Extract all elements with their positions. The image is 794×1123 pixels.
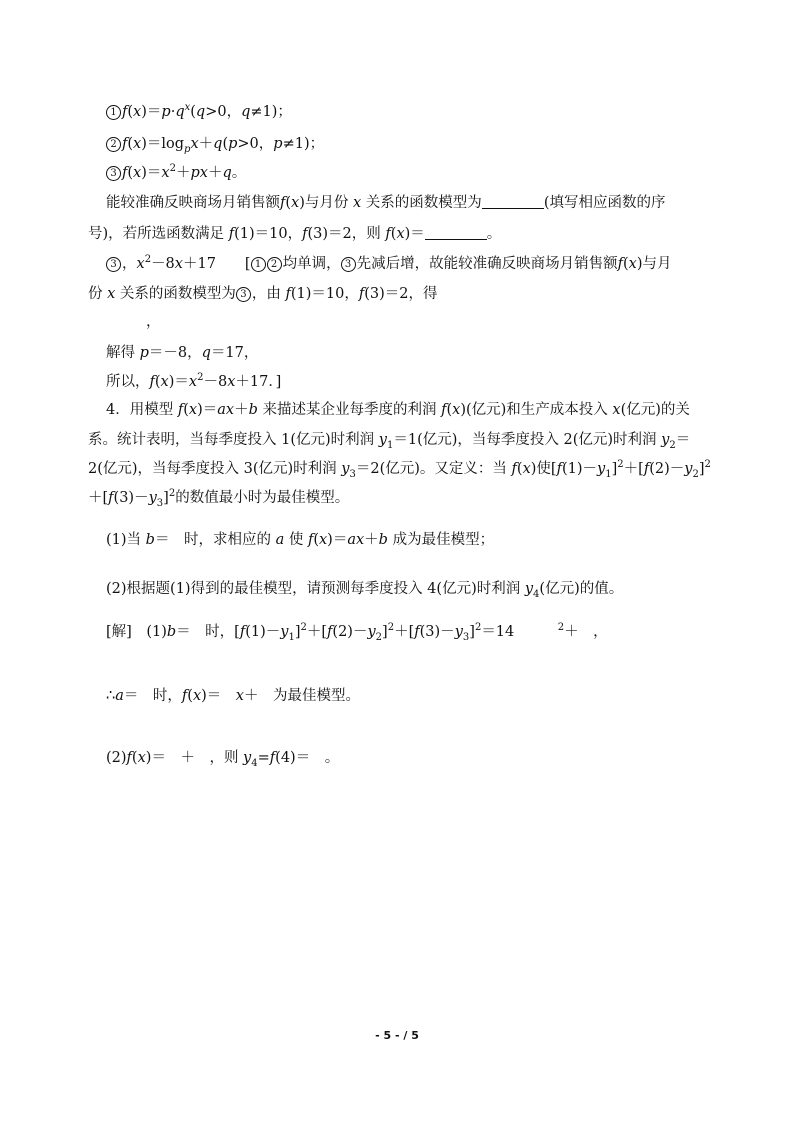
solution-line-3: (2)f(x)＝ ＋ ，则 $y_4=f(4)=$ 。 xyxy=(106,750,340,769)
problem-4-line-2: 系。统计表明，当每季度投入 1(亿元)时利润 $y_1=1$(亿元)，当每季度投入 2(亿元)时利润 $y_2=$ xyxy=(88,432,691,451)
problem-4-line-3: 2(亿元)，当每季度投入 3(亿元)时利润 $y_3=2$(亿元)。又定义：当 f(x)使$[f(1)-y_1]^2+[f(2)-y_2]^2$ xyxy=(88,459,711,480)
solution-line-1: [解] (1)b＝ 时，$[f(1)-y_1]^2+[f(2)-y_2]^2+[f(3)-y_3]^2=14$ $^2$＋ ， xyxy=(106,622,608,643)
problem-4-line-4: $+[f(3)-y_3]^2$的数值最小时为最佳模型。 xyxy=(88,488,350,509)
question-line-2: 号)，若所选函数满足 f(1)＝10，f(3)＝2，则 f(x)＝ 。 xyxy=(88,226,502,242)
answer-line-2: 份 x 关系的函数模型为 3 ，由 f(1)＝10，f(3)＝2，得 xyxy=(88,286,438,302)
sub-question-1: (1)当 b＝ 时，求相应的 a 使 f(x)＝ax＋b 成为最佳模型； xyxy=(106,532,495,548)
sub-question-2: (2)根据题(1)得到的最佳模型，请预测每季度投入 4(亿元)时利润 $y_4$(亿元)的值。 xyxy=(106,581,624,600)
answer-line-4: 所以，$f(x)=x^2-8x+17$．] xyxy=(106,372,282,390)
option-3-formula: 3 $f(x)=x^2+px+q$。 xyxy=(106,163,246,183)
option-1-formula: 1 $f(x)=p\cdot q^x(q>0$，q≠1)； xyxy=(106,102,292,122)
problem-4-line-1: 4．用模型 f(x)＝ax＋b 来描述某企业每季度的利润 f(x)(亿元)和生产成本投入 x(亿元)的关 xyxy=(106,402,690,418)
answer-line-1: 3 ，$x^2-8x+17$ [ 1 2 均单调， 3 先减后增，故能较准确反映商场月销售额f(x)与月 xyxy=(106,254,672,274)
question-line-1: 能较准确反映商场月销售额f(x)与月份 x 关系的函数模型为 (填写相应函数的序 xyxy=(106,195,666,211)
solution-line-2: ∴a＝ 时，f(x)＝ x＋ 为最佳模型。 xyxy=(106,688,360,704)
option-2-formula: 2 $f(x)=\log_px+q(p>0$，p≠1)； xyxy=(106,134,324,154)
answer-line-3: 解得 p＝－8，q＝17， xyxy=(106,345,259,361)
page-number: - 5 - / 5 xyxy=(375,1029,419,1042)
equation-system-comma: ， xyxy=(146,314,161,330)
